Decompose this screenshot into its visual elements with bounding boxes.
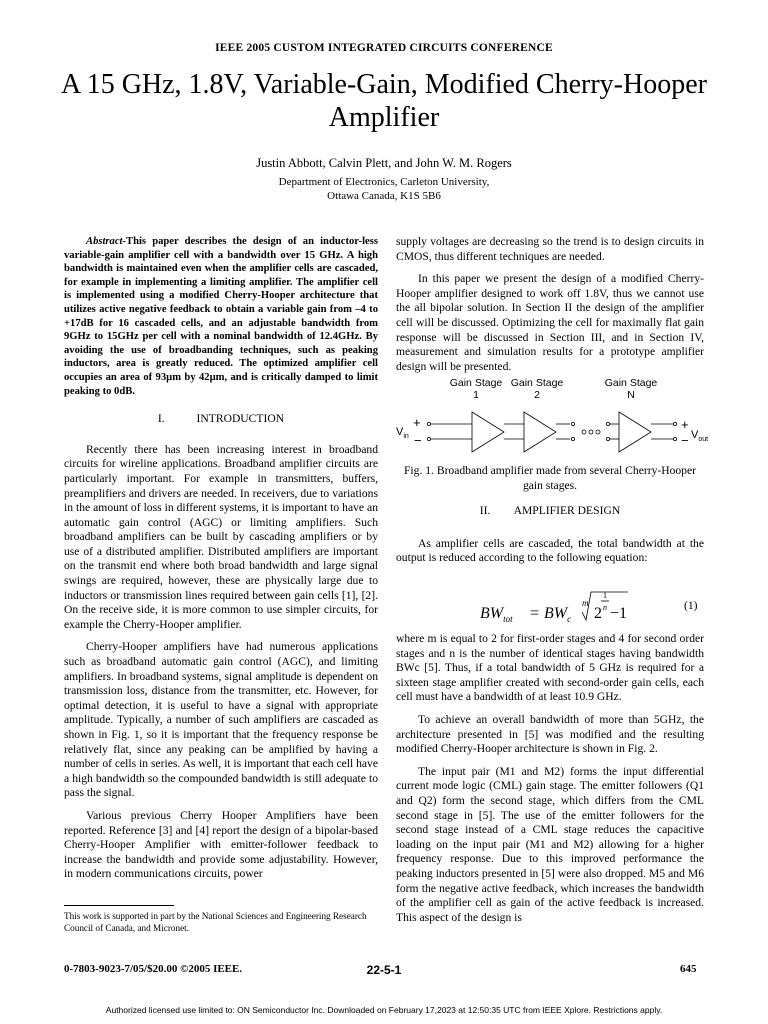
stage2-label: Gain Stage	[510, 377, 564, 389]
license-notice: Authorized licensed use limited to: ON Semiconductor Inc. Downloaded on February 17,2023 at 12:50:35 UTC from IEEE Xplore. Restrictions apply.	[105, 1005, 663, 1015]
right-column-section2	[396, 504, 704, 574]
eq-tail: −1	[610, 605, 628, 622]
conference-header: IEEE 2005 CUSTOM INTEGRATED CIRCUITS CONFERENCE	[215, 42, 553, 54]
affiliation-line2: Ottawa Canada, K1S 5B6	[327, 190, 441, 202]
eq-exp-num: 1	[603, 591, 607, 600]
intro-paragraph-5: In this paper we present the design of a modified Cherry-Hooper amplifier designed to work off 1.8V, thus we cannot use the all bipolar solution. In Section II the design of the amplifier cell will be discussed. Optimizing the cell for maximally flat gain response will be discussed in Section III, and in Section IV, measurement and simulation results for a prototype amplifier design will be presented.	[396, 272, 704, 373]
abstract-text: This paper describes the design of an inductor-less variable-gain amplifier cell with a bandwidth over 15 GHz. A high bandwidth is maintained even when the amplifier cells are cascaded, for example in implementing a limiting amplifier. The amplifier cell is implemented using a modified Cherry-Hooper architecture that utilizes active negative feedback to obtain a variable gain from –4 to +17dB for 16 cascaded cells, and an adjustable bandwidth from 9GHz to 15GHz per cell with a nominal bandwidth of 12.4GHz. By avoiding the use of broadbanding techniques, such as peaking inductors, area is greatly reduced. The optimized amplifier cell occupies an area of 93µm by 42µm, and is critically damped to limit peaking to 0dB.	[64, 236, 378, 397]
design-paragraph-3: To achieve an overall bandwidth of more than 5GHz, the architecture presented in [5] was modified and the resulting modified Cherry-Hooper architecture is shown in Fig. 2.	[396, 712, 704, 756]
vout-label: $V_{out}$	[691, 429, 709, 443]
abstract-label: Abstract-	[86, 236, 127, 247]
vin-minus: −	[414, 433, 422, 448]
footer-paper-number: 22-5-1	[366, 963, 402, 977]
stageN-triangle	[619, 412, 651, 452]
footer-isbn: 0-7803-9023-7/05/$20.00 ©2005 IEEE.	[64, 963, 243, 975]
footnote: This work is supported in part by the National Sciences and Engineering Research Council of Canada, and Micronet.	[64, 911, 367, 933]
footnote-rule	[64, 905, 174, 906]
stage1-label: Gain Stage	[449, 377, 503, 389]
authors: Justin Abbott, Calvin Plett, and John W. M. Rogers	[256, 156, 512, 170]
stage1-triangle	[472, 412, 504, 452]
section-heading-amplifier-design: II. AMPLIFIER DESIGN	[479, 504, 621, 517]
equation-1	[470, 588, 690, 630]
stageN-label: Gain Stage	[604, 377, 658, 389]
vin-label: $V_{in}$	[396, 426, 409, 440]
vout-plus: +	[681, 417, 689, 432]
affiliation	[0, 175, 768, 203]
stage2-number: 2	[534, 389, 540, 401]
right-column-top	[396, 235, 704, 382]
intro-paragraph-4: supply voltages are decreasing so the trend is to design circuits in CMOS, thus different techniques are needed.	[396, 235, 704, 263]
eq-base: 2	[594, 605, 602, 622]
eq-rhs: $BW_c$	[544, 605, 572, 624]
figure-1-caption: Fig. 1. Broadband amplifier made from several Cherry-Hooper gain stages.	[403, 464, 696, 492]
eq-root-index: m	[582, 598, 589, 608]
eq-equals: =	[530, 605, 540, 622]
figure-1-diagram	[396, 372, 709, 460]
paper-title: A 15 GHz, 1.8V, Variable-Gain, Modified Cherry-Hooper Amplifier	[61, 69, 707, 133]
intro-paragraph-2: Cherry-Hooper amplifiers have had numerous applications such as broadband automatic gain control (AGC), and limiting amplifiers. In broadband systems, signal amplitude is dependent on transmission loss, distance from the transmitter, etc. However, for optimal detection, it is useful to have a signal with appropriate amplitude. Typically, a number of such amplifiers are cascaded as shown in Fig. 1, so it is important that the frequency response be relatively flat, since any peaking can be amplified by having a number of cells in series. As well, it is important that each cell have a high bandwidth so the compounded bandwidth is still adequate to pass the signal.	[64, 640, 378, 800]
affiliation-line1: Department of Electronics, Carleton University,	[278, 176, 490, 188]
stageN-number: N	[627, 389, 635, 401]
vout-minus: −	[681, 433, 689, 448]
vin-plus: +	[413, 415, 421, 430]
eq-lhs: $BW_{tot}$	[480, 605, 513, 624]
equation-number: (1)	[684, 599, 698, 612]
abstract	[64, 235, 378, 398]
footer-page-number: 645	[680, 963, 697, 975]
design-paragraph-1: As amplifier cells are cascaded, the total bandwidth at the output is reduced according to the following equation:	[396, 536, 704, 565]
design-paragraph-4: The input pair (M1 and M2) forms the input differential current mode logic (CML) gain stage. The emitter followers (Q1 and Q2) form the second stage, which differs from the CML second stage in [5]. The use of the emitter followers for the second stage instead of a CML stage reduces the capacitive loading on the input pair (M1 and M2) allowing for a higher frequency response. Due to this improved performance the peaking inductors presented in [5] were also dropped. M5 and M6 form the negative active feedback, which increases the bandwidth of the amplifier cell as gain of the active feedback is increased. This aspect of the design is	[396, 764, 704, 924]
section-heading-introduction: I. INTRODUCTION	[157, 412, 285, 426]
eq-exp-den: n	[603, 603, 607, 612]
stage1-number: 1	[473, 389, 479, 401]
design-paragraph-2: where m is equal to 2 for first-order stages and 4 for second order stages and n is the number of identical stages having bandwidth BWc [5]. Thus, if a total bandwidth of 5 GHz is required for a sixteen stage amplifier created with second-order gain cells, each cell must have a bandwidth of at least 10.9 GHz.	[396, 632, 704, 704]
right-column-bottom	[396, 632, 704, 933]
stage2-triangle	[524, 412, 556, 452]
intro-paragraph-3: Various previous Cherry Hooper Amplifiers have been reported. Reference [3] and [4] report the design of a bipolar-based Cherry-Hooper Amplifier with emitter-follower feedback to increase the bandwidth and provide some adjustability. However, in modern communications circuits, power	[64, 808, 378, 881]
left-column	[64, 235, 378, 890]
intro-paragraph-1: Recently there has been increasing interest in broadband circuits for wireline applications. Broadband amplifier circuits are particularly important. For example in transmitters, buffers, preamplifiers and drivers are needed. In receivers, due to variations in the amount of loss in different systems, it is important to have an automatic gain control (AGC) or limiting amplifiers. Such broadband amplifiers can be built by cascading amplifiers or by use of a distributed amplifier. Distributed amplifiers are important on the transmit end where both broad bandwidth and large signal swings are required, however, these are physically large due to inductors or transmission lines required between gain cells [1], [2]. On the receive side, it is more common to use simpler circuits, for example the Cherry-Hooper amplifier.	[64, 442, 378, 631]
